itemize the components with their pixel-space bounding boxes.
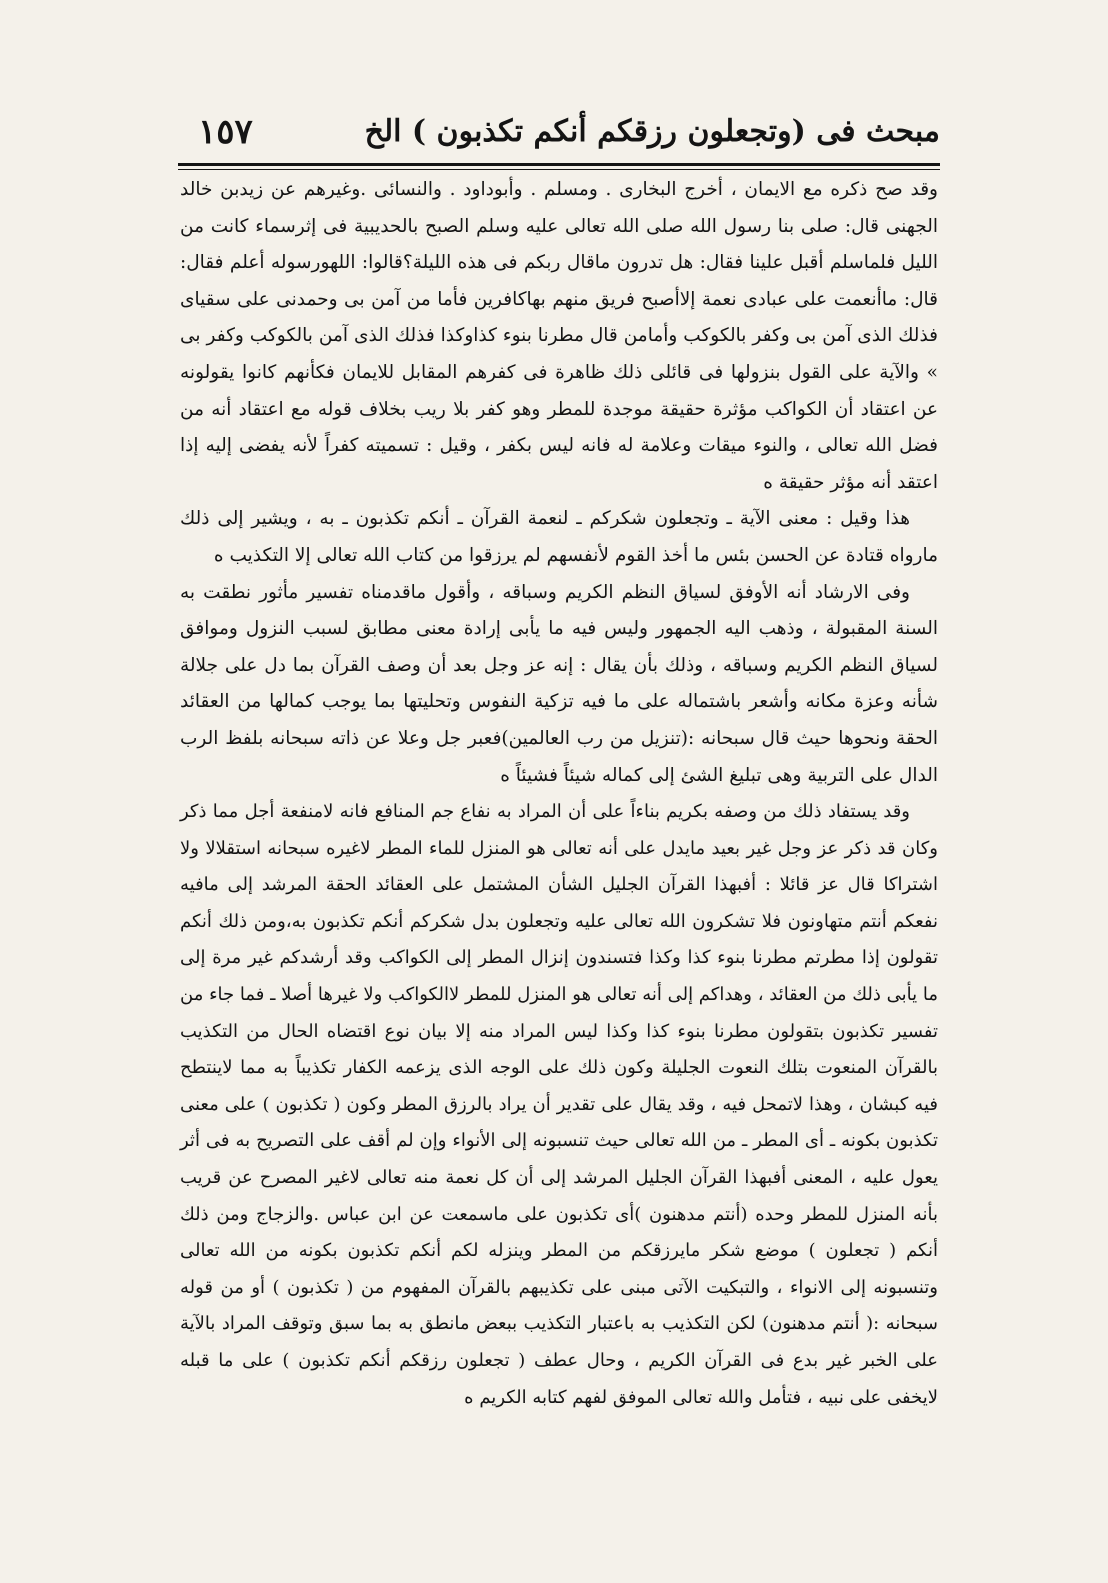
header-rule (178, 163, 940, 170)
paragraph: وقد يستفاد ذلك من وصفه بكريم بناءاً على أن المراد به نفاع جم المنافع فانه لامنفعة أجل مما ذكر وكان قد ذكر عز وجل غير بعيد مايدل على أنه تعالى هو المنزل للماء المطر لاغيره سبحانه استقلالا ولا اشتراكا قال عز قائلا : أفبهذا القرآن الجليل الشأن المشتمل على العقائد الحقة المرشد إلى مافيه نفعكم أنتم متهاونون فلا تشكرون الله تعالى عليه وتجعلون بدل شكركم أنكم تكذبون به،ومن ذلك أنكم تقولون إذا مطرتم مطرنا بنوء كذا وكذا فتسندون إنزال المطر إلى الكواكب وقد أرشدكم غير مرة إلى ما يأبى ذلك من العقائد ، وهداكم إلى أنه تعالى هو المنزل للمطر لاالكواكب ولا غيرها أصلا ـ فما جاء من تفسير تكذبون بتقولون مطرنا بنوء كذا وكذا ليس المراد منه إلا بيان نوع اقتضاه الحال من التكذيب بالقرآن المنعوت بتلك النعوت الجليلة وكون ذلك على الوجه الذى يزعمه الكفار تكذيباً به مما لاينتطح فيه كبشان ، وهذا لاتمحل فيه ، وقد يقال على تقدير أن يراد بالرزق المطر وكون ( تكذبون ) على معنى تكذبون بكونه ـ أى المطر ـ من الله تعالى حيث تنسبونه إلى الأنواء وإن لم أقف على التصريح به فى أثر يعول عليه ، المعنى أفبهذا القرآن الجليل المرشد إلى أن كل نعمة منه تعالى لاغير المصرح عن قريب بأنه المنزل للمطر وحده (أنتم مدهنون )أى تكذبون على ماسمعت عن ابن عباس .والزجاج ومن ذلك أنكم ( تجعلون ) موضع شكر مايرزقكم من المطر وينزله لكم أنكم تكذبون بكونه من الله تعالى وتنسبونه إلى الانواء ، والتبكيت الآتى مبنى على تكذيبهم بالقرآن المفهوم من ( تكذبون ) أو من قوله سبحانه :( أنتم مدهنون) لكن التكذيب به باعتبار التكذيب ببعض مانطق به بما سبق وتوقف المراد بالآية على الخبر غير بدع فى القرآن الكريم ، وحال عطف ( تجعلون رزقكم أنكم تكذبون ) على ما قبله لايخفى على نبيه ، فتأمل والله تعالى الموفق لفهم كتابه الكريم ه (180, 801, 939, 1408)
page-header (178, 112, 940, 160)
paragraph: وفى الارشاد أنه الأوفق لسياق النظم الكريم وسباقه ، وأقول ماقدمناه تفسير مأثور نطقت به السنة المقبولة ، وذهب اليه الجمهور وليس فيه ما يأبى إرادة معنى مطابق لسبب النزول وموافق لسياق النظم الكريم وسباقه ، وذلك بأن يقال : إنه عز وجل بعد أن وصف القرآن بما دل على جلالة شأنه وعزة مكانه وأشعر باشتماله على ما فيه تزكية النفوس وتحليتها بما يوجب كمالها من العقائد الحقة ونحوها حيث قال سبحانه :(تنزيل من رب العالمين)فعبر جل وعلا عن ذاته سبحانه بلفظ الرب الدال على التربية وهى تبليغ الشئ إلى كماله شيئاً فشيئاً ه (180, 581, 938, 786)
running-title: مبحث فى (وتجعلون رزقكم أنكم تكذبون ) الخ (364, 114, 940, 149)
paragraph: وقد صح ذكره مع الايمان ، أخرج البخارى . ومسلم . وأبوداود . والنسائى .وغيرهم عن زيدبن خالد الجهنى قال: صلى بنا رسول الله صلى الله تعالى عليه وسلم الصبح بالحديبية فى إثرسماء كانت من الليل فلماسلم أقبل علينا فقال: هل تدرون ماقال ربكم فى هذه الليلة؟قالوا: اللهورسوله أعلم فقال: قال: ماأنعمت على عبادى نعمة إلاأصبح فريق منهم بهاكافرين فأما من آمن بى وحمدنى على سقياى فذلك الذى آمن بى وكفر بالكوكب وأمامن قال مطرنا بنوء كذاوكذا فذلك الذى آمن بالكوكب وكفر بى » والآية على القول بنزولها فى قائلى ذلك ظاهرة فى كفرهم المقابل للايمان فكأنهم كانوا يقولونه عن اعتقاد أن الكواكب مؤثرة حقيقة موجدة للمطر وهو كفر بلا ريب بخلاف قوله مع اعتقاد أنه من فضل الله تعالى ، والنوء ميقات وعلامة له فانه ليس بكفر ، وقيل : تسميته كفراً لأنه يفضى إليه إذا اعتقد أنه مؤثر حقيقة ه (180, 179, 939, 493)
paragraph: هذا وقيل : معنى الآية ـ وتجعلون شكركم ـ لنعمة القرآن ـ أنكم تكذبون ـ به ، ويشير إلى ذلك مارواه قتادة عن الحسن بئس ما أخذ القوم لأنفسهم لم يرزقوا من كتاب الله تعالى إلا التكذيب ه (180, 508, 938, 566)
body-text (180, 172, 938, 1416)
page-number: ١٥٧ (198, 112, 253, 152)
